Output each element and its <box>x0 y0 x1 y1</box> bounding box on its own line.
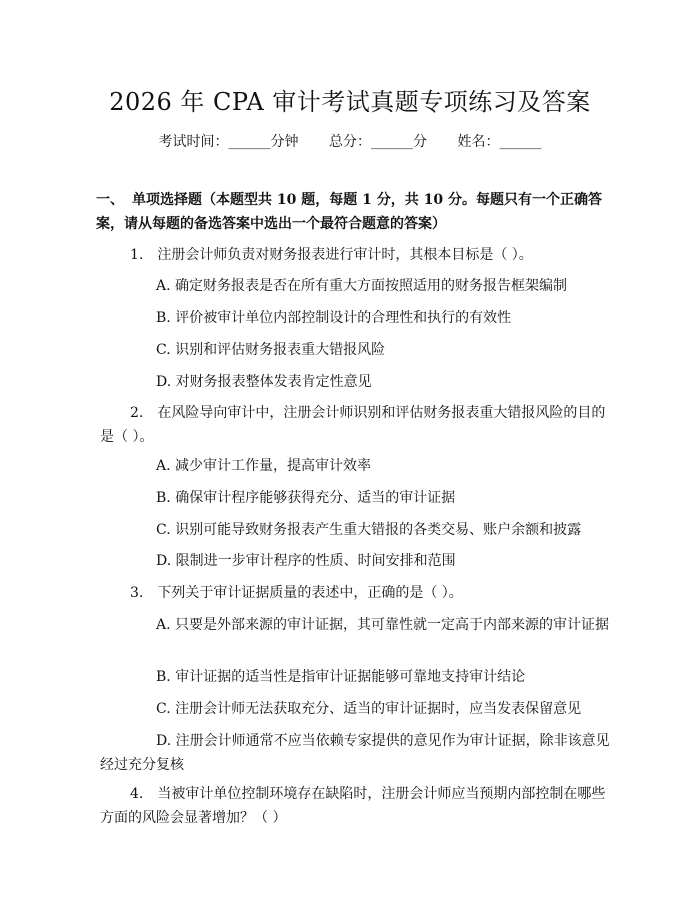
q1-option-c: C. 识别和评估财务报表重大错报风险 <box>156 342 386 358</box>
q3-option-b: B. 审计证据的适当性是指审计证据能够可靠地支持审计结论 <box>156 669 526 685</box>
section-text: 单项选择题（本题型共 10 题，每题 1 分，共 10 分。每题只有一个正确答案，请从每题的备选答案中选出一个最符合题意的答案） <box>96 192 602 232</box>
exam-score: 总分：______分 <box>329 134 427 150</box>
exam-name: 姓名：______ <box>457 134 542 150</box>
q3-option-a: A. 只要是外部来源的审计证据，其可靠性就一定高于内部来源的审计证据 <box>156 617 610 633</box>
q2-option-a: A. 减少审计工作量，提高审计效率 <box>156 458 372 474</box>
question-3: 3. 下列关于审计证据质量的表述中，正确的是（ ）。 <box>130 585 463 601</box>
document-title: 2026 年 CPA 审计考试真题专项练习及答案 <box>109 88 591 116</box>
q2-option-c: C. 识别可能导致财务报表产生重大错报的各类交易、账户余额和披露 <box>156 522 582 538</box>
q2-option-b: B. 确保审计程序能够获得充分、适当的审计证据 <box>156 490 456 506</box>
q1-option-a: A. 确定财务报表是否在所有重大方面按照适用的财务报告框架编制 <box>156 278 568 294</box>
q1-option-b: B. 评价被审计单位内部控制设计的合理性和执行的有效性 <box>156 310 512 326</box>
q3-option-c: C. 注册会计师无法获取充分、适当的审计证据时，应当发表保留意见 <box>156 701 582 717</box>
question-2: 2. 在风险导向审计中，注册会计师识别和评估财务报表重大错报风险的目的是（ ）。 <box>100 405 606 445</box>
exam-meta <box>0 131 700 151</box>
question-1: 1. 注册会计师负责对财务报表进行审计时，其根本目标是（ ）。 <box>130 247 533 263</box>
exam-time: 考试时间：______分钟 <box>158 134 299 150</box>
q1-option-d: D. 对财务报表整体发表肯定性意见 <box>156 374 372 390</box>
q2-option-d: D. 限制进一步审计程序的性质、时间安排和范围 <box>156 553 456 569</box>
section-heading <box>96 188 616 236</box>
q3-option-d: D. 注册会计师通常不应当依赖专家提供的意见作为审计证据，除非该意见经过充分复核 <box>100 733 610 773</box>
section-number: 一、 <box>96 192 124 208</box>
question-4: 4. 当被审计单位控制环境存在缺陷时，注册会计师应当预期内部控制在哪些方面的风险会显著增加？（ ） <box>100 786 606 826</box>
